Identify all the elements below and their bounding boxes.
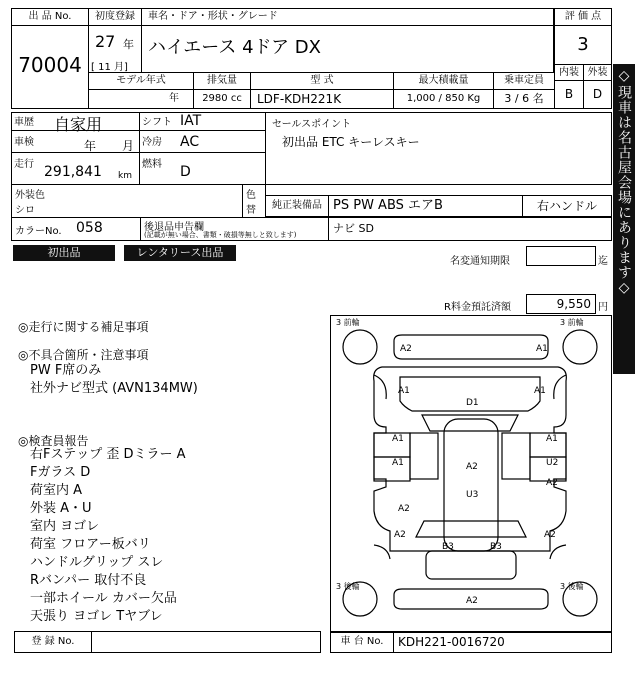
wheel-rear-left: [343, 582, 377, 616]
first-reg-year-unit: 年: [123, 38, 134, 51]
standard-equip-value: PS PW ABS エアB: [333, 198, 443, 213]
fuel-value: D: [180, 164, 191, 180]
recycle-label: R料金預託済額: [444, 302, 511, 313]
later-parts-note: (記載が無い場合、書類・破損等無しと致します): [144, 231, 297, 239]
capacity-label-cell: [493, 72, 555, 90]
exterior-score: D: [592, 87, 603, 101]
first-reg-value-cell: [88, 25, 142, 73]
inspector-line: 天張り ヨゴレ Tヤブレ: [30, 609, 163, 624]
recycle-value: 9,550: [556, 297, 591, 311]
damage-mark: A1: [536, 344, 548, 354]
inspector-line: 荷室 フロアー板バリ: [30, 537, 151, 552]
damage-mark: U3: [466, 490, 479, 500]
lot-number: 70004: [18, 53, 82, 77]
chassis-no-label-cell: [330, 631, 394, 653]
location-banner-text: ◇現車は名古屋会場にあります◇: [616, 68, 632, 297]
reg-no-cell: [91, 631, 321, 653]
exterior-score-cell: [583, 80, 612, 109]
damage-mark: A2: [466, 462, 478, 472]
right-front-door: [502, 433, 530, 479]
steering-value: 右ハンドル: [536, 199, 597, 213]
color-no-label: カラーNo.: [15, 226, 62, 237]
type-label-cell: [250, 72, 394, 90]
ext-color-value: シロ: [15, 205, 35, 216]
damage-mark: U2: [546, 458, 559, 468]
car-name-label-cell: [141, 8, 554, 26]
corner-tag-front-right: 3 前輪: [560, 318, 584, 327]
roof: [444, 419, 498, 551]
model-year-value: 年: [169, 93, 179, 104]
model-year-label: モデル年式: [116, 75, 166, 86]
reg-no-label: 登 録 No.: [31, 636, 75, 647]
name-change-unit: 迄: [598, 256, 608, 267]
damage-mark: A1: [392, 434, 404, 444]
later-parts-cell: [328, 217, 612, 241]
steering-cell: [522, 195, 612, 217]
inspector-line: 外装 A・U: [30, 501, 92, 516]
displacement-label: 排気量: [207, 75, 237, 86]
displacement-cell: [193, 89, 251, 109]
standard-equip-label: 純正装備品: [272, 200, 322, 211]
front-left-fender: [374, 375, 386, 399]
lot-label: 出 品 No.: [28, 11, 72, 22]
reg-no-label-cell: [14, 631, 92, 653]
inspector-line: 右Fステップ 歪 Dミラー A: [30, 447, 186, 462]
interior-score: B: [564, 87, 574, 101]
score-label: 評 価 点: [564, 11, 602, 22]
type-value: LDF-KDH221K: [257, 92, 342, 106]
first-listing-badge: 初出品: [13, 245, 115, 261]
chassis-no-value: KDH221-0016720: [398, 635, 505, 649]
first-reg-label: 初度登録: [95, 11, 135, 22]
corner-tag-front-left: 3 前輪: [336, 318, 360, 327]
damage-mark: A1: [546, 434, 558, 444]
model-year-label-cell: [88, 72, 194, 90]
mileage-unit: km: [118, 171, 132, 181]
inspection-label: 車検: [14, 137, 34, 148]
aircon-label: 冷房: [142, 137, 162, 148]
name-change-field: [526, 246, 596, 266]
inspector-line: Fガラス D: [30, 465, 91, 480]
defect-remarks-title: ◎不具合箇所・注意事項: [18, 348, 149, 362]
windshield: [422, 415, 518, 431]
left-front-door: [410, 433, 438, 479]
score-cell: [554, 25, 612, 65]
inspection-year: 年: [84, 139, 97, 153]
capacity-cell: [493, 89, 555, 109]
rear-glass: [416, 521, 526, 537]
wheel-front-right: [563, 330, 597, 364]
inspector-line: ハンドルグリップ スレ: [30, 555, 164, 570]
standard-equip-label-cell: [265, 195, 329, 217]
first-reg-month: [ 11 月]: [91, 62, 128, 73]
exterior-label: 外装: [587, 67, 608, 78]
inspection-month: 月: [122, 139, 135, 153]
vehicle-outline: [343, 330, 597, 616]
damage-mark: A1: [398, 386, 410, 396]
damage-mark: A2: [546, 478, 558, 488]
damage-mark: A1: [534, 386, 546, 396]
defect-line: 社外ナビ型式 (AVN134MW): [30, 381, 198, 396]
sales-point-label: セールスポイント: [272, 119, 352, 130]
capacity-value: 3 / 6 名: [504, 92, 544, 105]
inspector-line: 荷室内 A: [30, 483, 83, 498]
rear-lower-panel: [426, 551, 516, 579]
color-no-box: [11, 217, 141, 241]
rear-right-fender: [550, 545, 566, 559]
damage-mark: A2: [544, 530, 556, 540]
front-bumper: [394, 335, 548, 359]
mileage-value: 291,841: [44, 164, 102, 180]
chassis-no-cell: [393, 631, 612, 653]
ext-color-box: [11, 184, 266, 218]
color-change-label: 色替: [246, 190, 256, 216]
front-right-fender: [554, 375, 566, 399]
name-change-label: 名変通知期限: [450, 256, 510, 267]
wheel-front-left: [343, 330, 377, 364]
corner-tag-rear-right: 3 後輪: [560, 582, 584, 591]
score-value: 3: [577, 34, 589, 55]
displacement-value: 2980 cc: [202, 93, 242, 104]
load-value: 1,000 / 850 Kg: [406, 93, 481, 104]
location-banner: [613, 64, 635, 374]
load-cell: [393, 89, 494, 109]
displacement-label-cell: [193, 72, 251, 90]
inspector-line: Rバンパー 取付不良: [30, 573, 147, 588]
mileage-label: 走行: [14, 159, 34, 170]
interior-label: 内装: [559, 67, 579, 78]
interior-score-cell: [554, 80, 584, 109]
history-value: 自家用: [54, 115, 103, 134]
inspector-line: 室内 ヨゴレ: [30, 519, 100, 534]
damage-mark: A2: [394, 530, 406, 540]
score-label-cell: [554, 8, 612, 26]
aircon-value: AC: [180, 134, 200, 150]
type-label: 型 式: [310, 75, 334, 86]
type-cell: [250, 89, 394, 109]
car-name: ハイエース 4ドア DX: [148, 37, 321, 58]
rental-lease-badge: レンタリース出品: [124, 245, 236, 261]
standard-equip-cell: [328, 195, 523, 217]
later-parts-value: ナビ SD: [333, 222, 374, 235]
damage-mark: A1: [392, 458, 404, 468]
lot-number-cell: [11, 25, 89, 109]
inspector-list: [30, 446, 186, 626]
rear-left-fender: [374, 545, 390, 559]
damage-mark: A2: [400, 344, 412, 354]
driving-remarks-title: ◎走行に関する補足事項: [18, 320, 149, 334]
later-parts-label: 後退品申告欄: [144, 222, 204, 233]
damage-mark: A2: [398, 504, 410, 514]
fuel-label: 燃料: [142, 159, 162, 170]
capacity-label: 乗車定員: [504, 75, 544, 86]
interior-label-cell: [554, 64, 584, 81]
lot-label-cell: [11, 8, 89, 26]
first-reg-year: 27: [95, 32, 116, 51]
load-label: 最大積載量: [418, 75, 469, 86]
recycle-unit: 円: [598, 302, 608, 313]
load-label-cell: [393, 72, 494, 90]
inspector-title: ◎検査員報告: [18, 434, 89, 448]
recycle-field: [526, 294, 596, 314]
damage-mark: D1: [466, 398, 479, 408]
corner-tag-rear-left: 3 後輪: [336, 582, 360, 591]
ext-color-label: 外装色: [15, 190, 45, 201]
defect-line: PW F席のみ: [30, 363, 102, 378]
damage-mark: A2: [466, 596, 478, 606]
color-no-value: 058: [76, 220, 103, 236]
damage-mark: B3: [442, 542, 454, 552]
car-name-label: 車名・ドア・形状・グレード: [148, 11, 278, 22]
damage-marks: [392, 344, 558, 606]
sales-point-box: [265, 112, 612, 185]
exterior-label-cell: [583, 64, 612, 81]
history-label: 車歴: [14, 117, 34, 128]
damage-mark: B3: [490, 542, 502, 552]
shift-value: IAT: [180, 113, 202, 129]
model-year-cell: [88, 89, 194, 109]
chassis-no-label: 車 台 No.: [340, 636, 384, 647]
sales-point-value: 初出品 ETC キーレスキー: [282, 135, 420, 149]
car-name-cell: [141, 25, 554, 73]
vehicle-damage-diagram: [330, 315, 612, 633]
first-reg-label-cell: [88, 8, 142, 26]
later-parts-box: [140, 217, 329, 241]
shift-label: シフト: [142, 117, 172, 128]
inspector-line: 一部ホイール カバー欠品: [30, 591, 177, 606]
defect-list: [30, 362, 198, 398]
